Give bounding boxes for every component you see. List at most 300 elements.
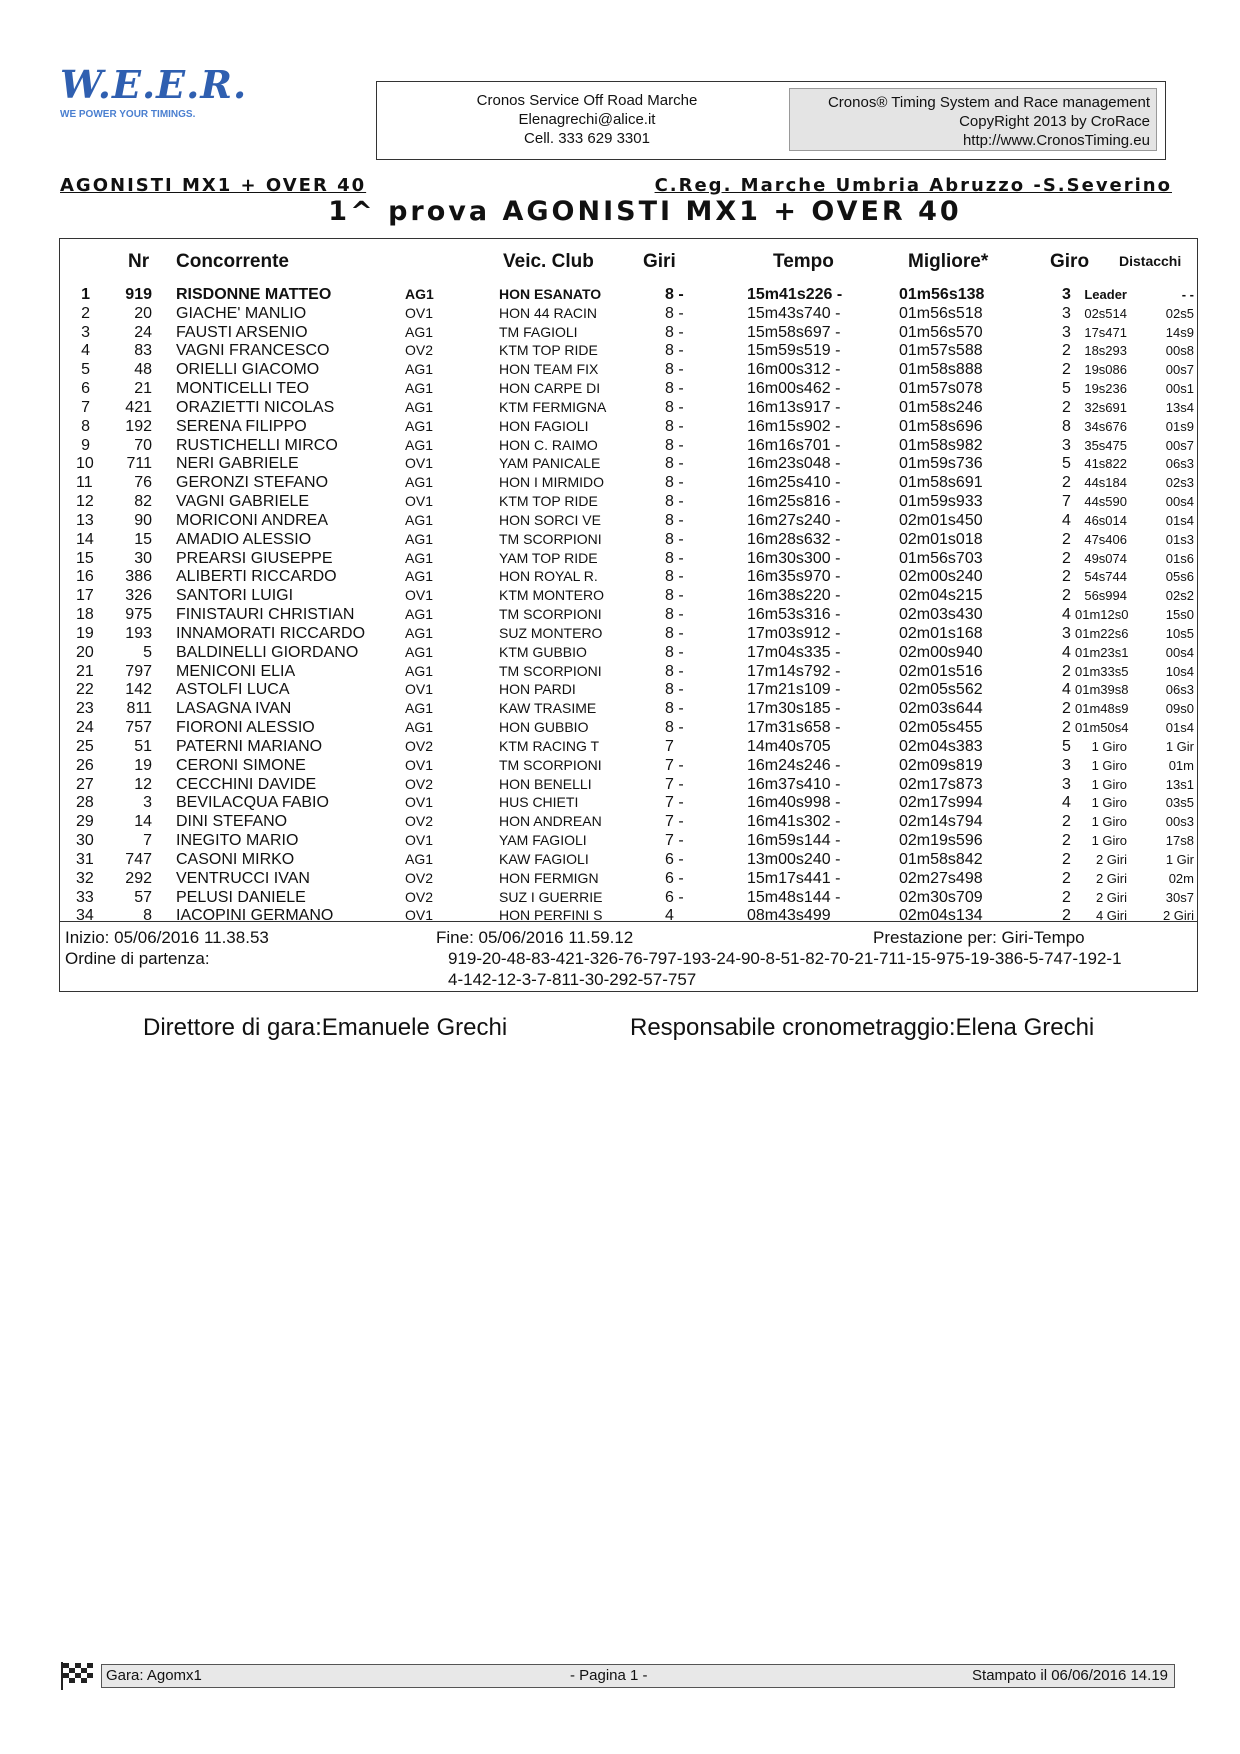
row-laps: 8 - <box>665 719 684 737</box>
row-time: 15m17s441 - <box>747 869 841 887</box>
row-time: 16m59s144 - <box>747 832 841 850</box>
row-club: KTM TOP RIDE <box>499 342 598 359</box>
row-best: 02m05s455 <box>899 719 983 737</box>
results-table <box>59 238 1198 992</box>
row-gap-prev: 06s3 <box>1165 682 1194 698</box>
row-laps: 8 - <box>665 606 684 624</box>
row-number: 70 <box>134 436 152 454</box>
row-laps: 8 - <box>665 304 684 322</box>
timekeeper: Responsabile cronometraggio:Elena Grechi <box>630 1014 1095 1041</box>
table-row <box>60 323 1197 342</box>
row-gap-leader: 01m50s4 <box>1075 720 1129 736</box>
row-club: HON CARPE DI <box>499 380 601 397</box>
row-position: 23 <box>76 700 94 718</box>
row-time: 17m03s912 - <box>747 624 841 642</box>
row-category: AG1 <box>405 286 434 302</box>
row-position: 15 <box>76 549 94 567</box>
row-club: KTM FERMIGNA <box>499 398 607 415</box>
row-category: AG1 <box>405 643 434 660</box>
table-row <box>60 888 1197 907</box>
table-row <box>60 360 1197 379</box>
table-row <box>60 285 1197 304</box>
row-gap-prev: 30s7 <box>1165 889 1194 905</box>
row-time: 15m59s519 - <box>747 342 841 360</box>
row-rider: RUSTICHELLI MIRCO <box>176 436 338 454</box>
row-laps: 7 - <box>665 756 684 774</box>
row-best: 01m58s691 <box>899 474 983 492</box>
table-row <box>60 718 1197 737</box>
row-position: 21 <box>76 662 94 680</box>
row-gap-leader: 54s744 <box>1084 569 1127 585</box>
row-laps: 8 - <box>665 417 684 435</box>
row-time: 16m53s316 - <box>747 606 841 624</box>
organizer-phone: Cell. 333 629 3301 <box>524 130 650 147</box>
table-row <box>60 530 1197 549</box>
row-position: 30 <box>76 832 94 850</box>
row-position: 26 <box>76 756 94 774</box>
row-number: 20 <box>134 304 152 322</box>
row-club: HON C. RAIMO <box>499 436 598 453</box>
row-rider: DINI STEFANO <box>176 813 288 831</box>
row-category: OV2 <box>405 775 434 792</box>
table-row <box>60 624 1197 643</box>
row-club: HON 44 RACIN <box>499 304 598 321</box>
row-rider: IACOPINI GERMANO <box>176 907 334 925</box>
table-row <box>60 436 1197 455</box>
row-best-lap: 2 <box>1062 813 1071 831</box>
table-row <box>60 756 1197 775</box>
row-club: HON SORCI VE <box>499 511 601 528</box>
row-best: 02m04s383 <box>899 737 983 755</box>
row-position: 20 <box>76 643 94 661</box>
row-best: 01m58s888 <box>899 361 983 379</box>
row-laps: 8 - <box>665 530 684 548</box>
row-best: 01m57s078 <box>899 380 983 398</box>
row-position: 28 <box>76 794 94 812</box>
row-category: AG1 <box>405 662 434 679</box>
row-best: 02m04s134 <box>899 907 983 925</box>
row-rider: PREARSI GIUSEPPE <box>176 549 333 567</box>
row-category: AG1 <box>405 398 434 415</box>
row-position: 2 <box>81 304 90 322</box>
row-gap-prev: 00s7 <box>1165 437 1194 453</box>
row-best: 02m17s994 <box>899 794 983 812</box>
row-time: 17m31s658 - <box>747 719 841 737</box>
row-gap-leader: 2 Giri <box>1095 870 1127 886</box>
table-row <box>60 850 1197 869</box>
row-gap-prev: 03s5 <box>1165 795 1194 811</box>
row-time: 16m37s410 - <box>747 775 841 793</box>
row-time: 16m30s300 - <box>747 549 841 567</box>
row-number: 421 <box>125 398 152 416</box>
row-best-lap: 5 <box>1062 455 1071 473</box>
row-number: 192 <box>125 417 152 435</box>
col-gaps: Distacchi <box>1119 253 1182 269</box>
row-rider: ALIBERTI RICCARDO <box>176 568 337 586</box>
row-best: 02m05s562 <box>899 681 983 699</box>
row-club: HON FAGIOLI <box>499 417 589 434</box>
row-category: AG1 <box>405 700 434 717</box>
row-rider: INEGITO MARIO <box>176 832 299 850</box>
row-best: 02m04s215 <box>899 587 983 605</box>
row-time: 16m25s410 - <box>747 474 841 492</box>
footer-divider <box>60 921 1197 922</box>
row-best: 02m19s596 <box>899 832 983 850</box>
row-position: 12 <box>76 493 94 511</box>
row-laps: 8 - <box>665 568 684 586</box>
row-laps: 7 - <box>665 794 684 812</box>
table-row <box>60 605 1197 624</box>
row-rider: ORIELLI GIACOMO <box>176 361 320 379</box>
row-best-lap: 2 <box>1062 587 1071 605</box>
row-time: 13m00s240 - <box>747 850 841 868</box>
row-rider: VENTRUCCI IVAN <box>176 869 310 887</box>
row-best: 02m14s794 <box>899 813 983 831</box>
row-best: 02m09s819 <box>899 756 983 774</box>
row-category: AG1 <box>405 568 434 585</box>
row-best: 02m00s240 <box>899 568 983 586</box>
row-number: 193 <box>125 624 152 642</box>
row-best-lap: 2 <box>1062 719 1071 737</box>
row-number: 15 <box>134 530 152 548</box>
row-gap-prev: 13s4 <box>1165 399 1194 415</box>
table-row <box>60 417 1197 436</box>
row-time: 17m14s792 - <box>747 662 841 680</box>
row-gap-prev: 02m <box>1168 870 1194 886</box>
row-best: 02m01s450 <box>899 511 983 529</box>
race-start: Inizio: 05/06/2016 11.38.53 <box>65 928 269 947</box>
table-row <box>60 586 1197 605</box>
row-category: AG1 <box>405 624 434 641</box>
row-laps: 8 - <box>665 549 684 567</box>
row-club: TM SCORPIONI <box>499 606 602 623</box>
row-rider: VAGNI FRANCESCO <box>176 342 330 360</box>
table-row <box>60 304 1197 323</box>
table-row <box>60 473 1197 492</box>
row-gap-leader: 41s822 <box>1084 456 1127 472</box>
row-club: YAM FAGIOLI <box>499 832 587 849</box>
row-club: HON I MIRMIDO <box>499 474 604 491</box>
start-order-line1: 919-20-48-83-421-326-76-797-193-24-90-8-51-82-70-21-711-15-975-19-386-5-747-192-1 <box>448 949 1122 968</box>
row-time: 15m48s144 - <box>747 888 841 906</box>
row-best: 01m59s933 <box>899 493 983 511</box>
row-gap-prev: 00s8 <box>1165 343 1194 359</box>
row-gap-leader: 19s086 <box>1084 362 1127 378</box>
row-best: 01m56s703 <box>899 549 983 567</box>
row-club: KAW FAGIOLI <box>499 850 589 867</box>
row-position: 6 <box>81 380 90 398</box>
row-club: SUZ MONTERO <box>499 624 603 641</box>
row-best-lap: 5 <box>1062 380 1071 398</box>
table-row <box>60 680 1197 699</box>
row-gap-leader: 46s014 <box>1084 512 1127 528</box>
row-best-lap: 2 <box>1062 530 1071 548</box>
row-gap-prev: 02s2 <box>1165 588 1194 604</box>
row-gap-prev: 10s5 <box>1165 625 1194 641</box>
row-best: 01m56s518 <box>899 304 983 322</box>
row-rider: RISDONNE MATTEO <box>176 286 332 303</box>
race-title: 1^ prova AGONISTI MX1 + OVER 40 <box>328 196 962 227</box>
row-gap-prev: 01s4 <box>1165 512 1194 528</box>
row-time: 16m27s240 - <box>747 511 841 529</box>
row-club: KTM RACING T <box>499 737 600 754</box>
row-category: AG1 <box>405 530 434 547</box>
row-best-lap: 4 <box>1062 794 1071 812</box>
row-rider: CERONI SIMONE <box>176 756 306 774</box>
col-nr: Nr <box>128 251 150 272</box>
row-laps: 8 - <box>665 643 684 661</box>
row-category: AG1 <box>405 511 434 528</box>
row-gap-prev: 15s0 <box>1165 607 1194 623</box>
row-category: OV1 <box>405 794 434 811</box>
row-gap-prev: 00s1 <box>1165 381 1194 397</box>
row-category: AG1 <box>405 361 434 378</box>
table-row <box>60 662 1197 681</box>
race-director: Direttore di gara:Emanuele Grechi <box>143 1014 508 1041</box>
row-best-lap: 3 <box>1062 436 1071 454</box>
logo-tagline: WE POWER YOUR TIMINGS. <box>60 109 196 120</box>
row-number: 757 <box>125 719 152 737</box>
row-position: 8 <box>81 417 90 435</box>
row-club: HON PARDI <box>499 681 576 698</box>
row-laps: 4 <box>665 907 674 925</box>
row-position: 18 <box>76 606 94 624</box>
row-position: 25 <box>76 737 94 755</box>
row-category: AG1 <box>405 850 434 867</box>
table-row <box>60 549 1197 568</box>
table-row <box>60 906 1197 925</box>
footer-race: Gara: Agomx1 <box>106 1667 202 1684</box>
row-laps: 8 - <box>665 493 684 511</box>
row-gap-leader: 44s590 <box>1084 494 1127 510</box>
row-club: HON TEAM FIX <box>499 361 599 378</box>
row-position: 29 <box>76 813 94 831</box>
row-number: 51 <box>134 737 152 755</box>
row-laps: 6 - <box>665 888 684 906</box>
row-position: 27 <box>76 775 94 793</box>
row-laps: 8 - <box>665 587 684 605</box>
row-position: 13 <box>76 511 94 529</box>
row-best: 02m03s430 <box>899 606 983 624</box>
row-number: 82 <box>134 493 152 511</box>
row-club: HON ESANATO <box>499 286 602 302</box>
row-time: 16m13s917 - <box>747 398 841 416</box>
row-best-lap: 2 <box>1062 474 1071 492</box>
row-best-lap: 2 <box>1062 700 1071 718</box>
row-gap-leader: 34s676 <box>1084 418 1127 434</box>
row-number: 3 <box>143 794 152 812</box>
table-row <box>60 567 1197 586</box>
row-number: 919 <box>125 286 152 303</box>
row-club: HON ANDREAN <box>499 813 602 830</box>
table-row <box>60 737 1197 756</box>
row-club: HON ROYAL R. <box>499 568 598 585</box>
row-rider: MENICONI ELIA <box>176 662 296 680</box>
row-best: 01m58s982 <box>899 436 983 454</box>
row-number: 76 <box>134 474 152 492</box>
row-gap-leader: Leader <box>1084 287 1127 302</box>
row-best-lap: 2 <box>1062 850 1071 868</box>
row-laps: 6 - <box>665 869 684 887</box>
row-gap-prev: 00s7 <box>1165 362 1194 378</box>
cronos-url: http://www.CronosTiming.eu <box>962 132 1150 149</box>
row-time: 16m16s701 - <box>747 436 841 454</box>
row-best-lap: 4 <box>1062 606 1071 624</box>
row-best: 02m03s644 <box>899 700 983 718</box>
cronos-system: Cronos® Timing System and Race management <box>827 94 1150 111</box>
weer-logo <box>60 62 250 142</box>
row-rider: FAUSTI ARSENIO <box>176 323 308 341</box>
table-row <box>60 869 1197 888</box>
row-laps: 6 - <box>665 850 684 868</box>
row-best: 01m58s842 <box>899 850 983 868</box>
row-best: 01m56s570 <box>899 323 983 341</box>
row-gap-prev: 02s3 <box>1165 475 1194 491</box>
row-club: HON GUBBIO <box>499 719 589 736</box>
row-time: 16m38s220 - <box>747 587 841 605</box>
footer-printed: Stampato il 06/06/2016 14.19 <box>972 1667 1168 1684</box>
row-gap-prev: 00s4 <box>1165 494 1194 510</box>
row-club: SUZ I GUERRIE <box>499 888 603 905</box>
row-position: 32 <box>76 869 94 887</box>
row-category: AG1 <box>405 417 434 434</box>
row-rider: SERENA FILIPPO <box>176 417 307 435</box>
row-number: 386 <box>125 568 152 586</box>
row-laps: 8 - <box>665 700 684 718</box>
row-gap-leader: 32s691 <box>1084 399 1127 415</box>
row-laps: 8 - <box>665 455 684 473</box>
row-time: 15m43s740 - <box>747 304 841 322</box>
row-best: 02m01s516 <box>899 662 983 680</box>
row-category: OV2 <box>405 342 434 359</box>
row-laps: 8 - <box>665 511 684 529</box>
row-position: 4 <box>81 342 90 360</box>
row-position: 19 <box>76 624 94 642</box>
row-best: 01m58s696 <box>899 417 983 435</box>
row-category: AG1 <box>405 474 434 491</box>
row-laps: 8 - <box>665 286 684 303</box>
row-club: YAM TOP RIDE <box>499 549 598 566</box>
row-best-lap: 2 <box>1062 568 1071 586</box>
row-number: 19 <box>134 756 152 774</box>
row-position: 5 <box>81 361 90 379</box>
row-category: AG1 <box>405 323 434 340</box>
row-gap-prev: 2 Giri <box>1162 908 1194 924</box>
row-category: AG1 <box>405 549 434 566</box>
row-laps: 8 - <box>665 681 684 699</box>
table-row <box>60 398 1197 417</box>
row-number: 292 <box>125 869 152 887</box>
row-best-lap: 2 <box>1062 398 1071 416</box>
row-laps: 8 - <box>665 662 684 680</box>
row-time: 16m15s902 - <box>747 417 841 435</box>
footer-page: - Pagina 1 - <box>570 1667 648 1684</box>
row-time: 16m41s302 - <box>747 813 841 831</box>
row-best: 01m56s138 <box>899 286 985 303</box>
row-position: 14 <box>76 530 94 548</box>
row-best-lap: 3 <box>1062 304 1071 322</box>
row-gap-prev: 1 Gir <box>1165 738 1194 754</box>
row-position: 3 <box>81 323 90 341</box>
row-best-lap: 2 <box>1062 549 1071 567</box>
row-best: 01m59s736 <box>899 455 983 473</box>
ranking-mode: Prestazione per: Giri-Tempo <box>873 928 1085 947</box>
row-gap-prev: 17s8 <box>1165 833 1194 849</box>
row-best-lap: 2 <box>1062 869 1071 887</box>
row-best-lap: 5 <box>1062 737 1071 755</box>
cronos-info <box>789 88 1157 151</box>
row-category: AG1 <box>405 606 434 623</box>
row-category: OV2 <box>405 888 434 905</box>
row-gap-prev: 05s6 <box>1165 569 1194 585</box>
row-category: OV1 <box>405 304 434 321</box>
table-row <box>60 699 1197 718</box>
row-position: 31 <box>76 850 94 868</box>
row-gap-prev: 01s4 <box>1165 720 1194 736</box>
row-club: HUS CHIETI <box>499 794 579 811</box>
row-laps: 8 - <box>665 474 684 492</box>
row-time: 16m23s048 - <box>747 455 841 473</box>
table-row <box>60 511 1197 530</box>
row-club: HON BENELLI <box>499 775 592 792</box>
row-number: 142 <box>125 681 152 699</box>
logo-text: W.E.E.R. <box>60 62 248 107</box>
row-best-lap: 4 <box>1062 681 1071 699</box>
row-number: 48 <box>134 361 152 379</box>
row-category: OV2 <box>405 869 434 886</box>
row-club: KTM GUBBIO <box>499 643 587 660</box>
row-rider: GIACHE' MANLIO <box>176 304 307 322</box>
row-rider: CASONI MIRKO <box>176 850 295 868</box>
page-footer <box>59 1660 1173 1688</box>
row-best-lap: 7 <box>1062 493 1071 511</box>
table-row <box>60 793 1197 812</box>
row-best-lap: 4 <box>1062 643 1071 661</box>
row-gap-leader: 01m48s9 <box>1075 701 1129 717</box>
row-best: 02m00s940 <box>899 643 983 661</box>
row-rider: VAGNI GABRIELE <box>176 493 310 511</box>
row-position: 16 <box>76 568 94 586</box>
col-rider: Concorrente <box>176 251 289 272</box>
row-gap-leader: 1 Giro <box>1091 814 1127 830</box>
row-laps: 8 - <box>665 323 684 341</box>
row-laps: 8 - <box>665 436 684 454</box>
row-best-lap: 3 <box>1062 286 1071 303</box>
organizer-name: Cronos Service Off Road Marche <box>476 92 698 109</box>
row-best-lap: 2 <box>1062 832 1071 850</box>
row-gap-leader: 44s184 <box>1084 475 1127 491</box>
row-club: YAM PANICALE <box>499 455 601 472</box>
row-category: OV1 <box>405 493 434 510</box>
row-number: 326 <box>125 587 152 605</box>
table-row <box>60 643 1197 662</box>
start-order-label: Ordine di partenza: <box>65 949 210 968</box>
row-position: 1 <box>81 286 90 303</box>
page-footer-bar <box>101 1664 1175 1688</box>
row-club: TM FAGIOLI <box>499 323 578 340</box>
row-laps: 7 - <box>665 813 684 831</box>
row-rider: PELUSI DANIELE <box>176 888 306 906</box>
row-gap-prev: 14s9 <box>1165 324 1194 340</box>
row-gap-prev: 09s0 <box>1165 701 1194 717</box>
row-number: 12 <box>134 775 152 793</box>
col-time: Tempo <box>773 251 834 272</box>
row-gap-leader: 01m22s6 <box>1075 625 1129 641</box>
row-laps: 8 - <box>665 342 684 360</box>
row-gap-leader: 2 Giri <box>1095 851 1127 867</box>
row-rider: AMADIO ALESSIO <box>176 530 312 548</box>
row-gap-leader: 01m33s5 <box>1075 663 1129 679</box>
